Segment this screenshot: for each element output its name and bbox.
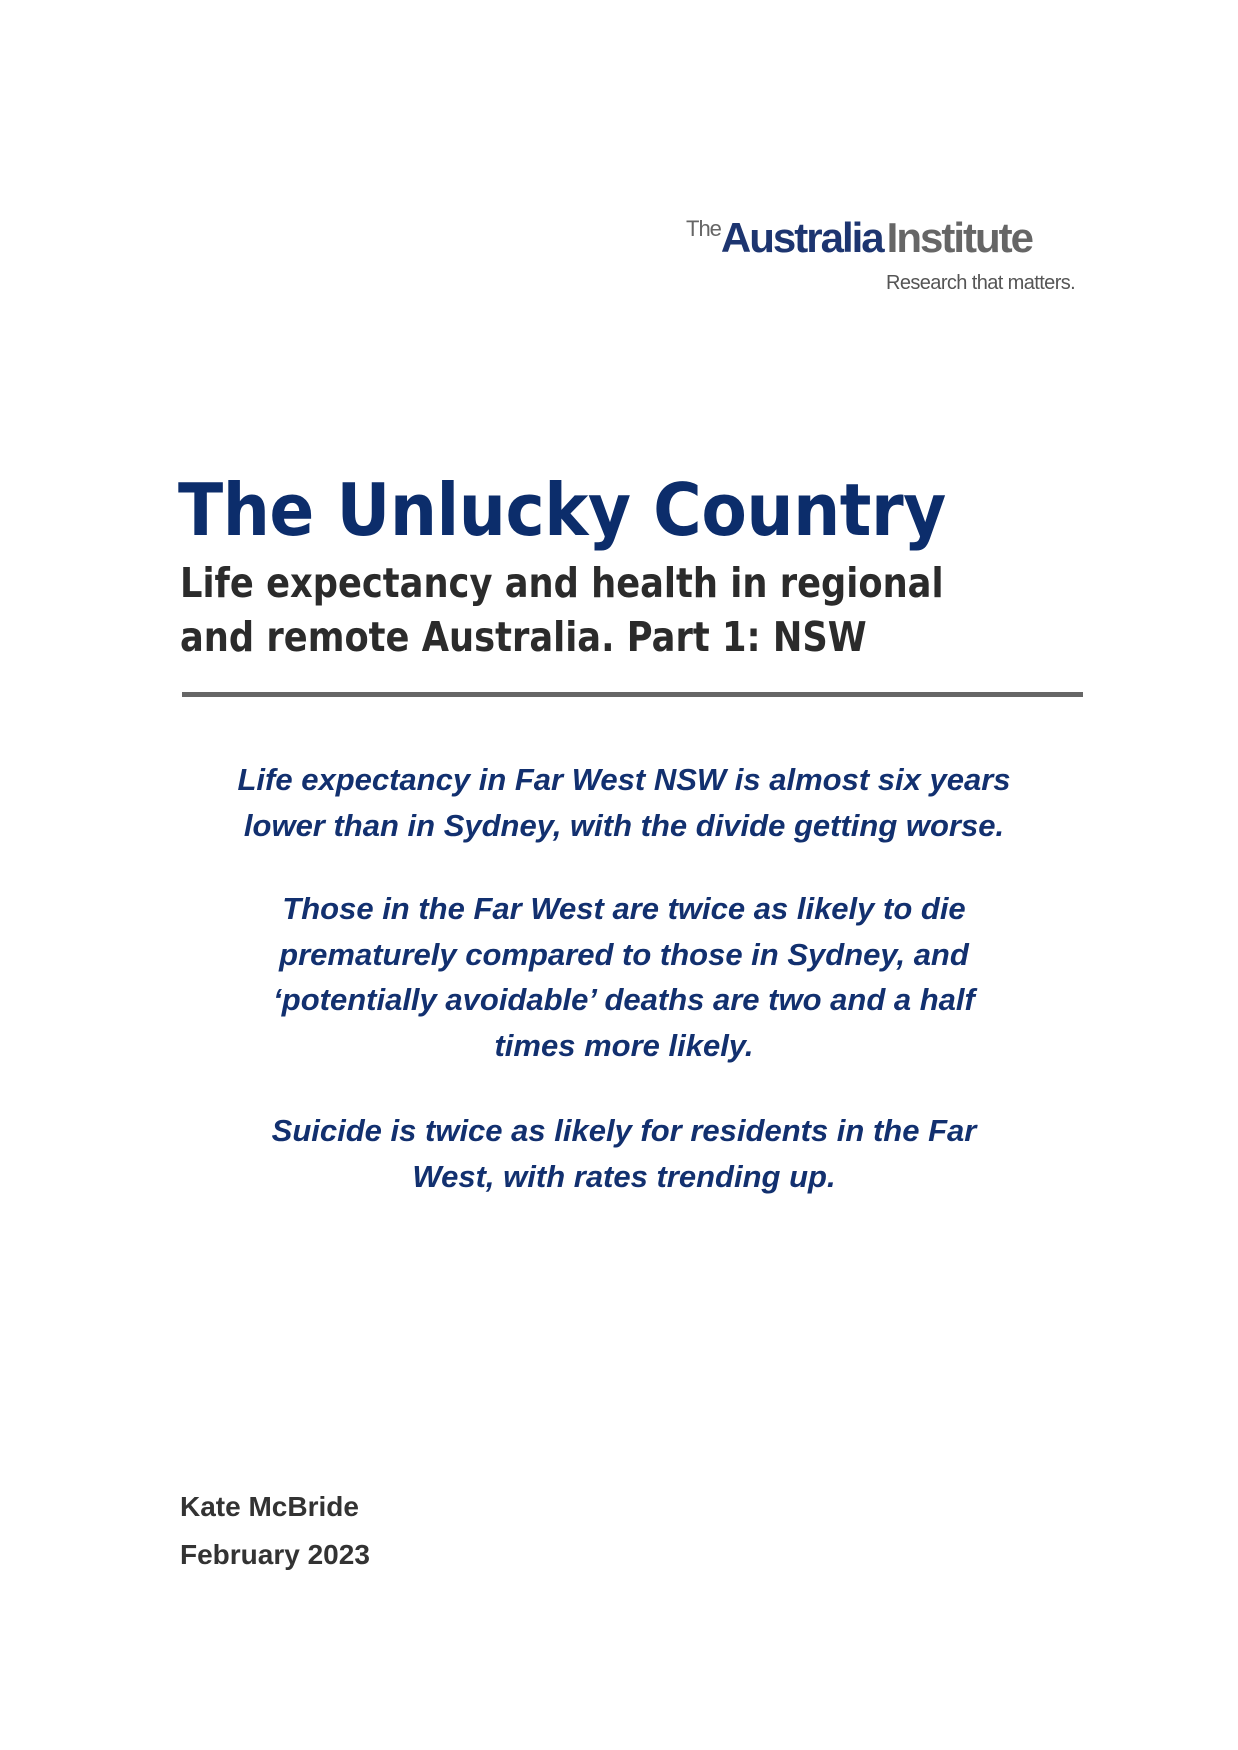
summary-line: Those in the Far West are twice as likely to die <box>282 891 966 926</box>
australia-institute-logo <box>686 214 1032 262</box>
summary-line: West, with rates trending up. <box>412 1158 836 1194</box>
summary-line: lower than in Sydney, with the divide getting worse. <box>243 807 1005 843</box>
summary-line: prematurely compared to those in Sydney, and <box>279 936 969 972</box>
subtitle-line: and remote Australia. Part 1: NSW <box>180 613 867 661</box>
summary-line: Suicide is twice as likely for residents in the Far <box>271 1113 977 1148</box>
logo-the: The <box>686 216 721 241</box>
logo-australia: Australia <box>720 214 883 261</box>
summary-line: Life expectancy in Far West NSW is almost six years <box>237 762 1011 797</box>
summary-line: ‘potentially avoidable’ deaths are two and a half <box>273 982 975 1017</box>
divider <box>182 692 1083 697</box>
logo-tagline: Research that matters. <box>886 272 1076 294</box>
summary-paragraph-1 <box>124 757 1124 848</box>
subtitle <box>180 556 944 664</box>
page-title: The Unlucky Country <box>178 468 946 552</box>
publication-date: February 2023 <box>180 1539 370 1570</box>
summary-line: times more likely. <box>494 1027 754 1063</box>
logo-institute: Institute <box>886 214 1032 261</box>
summary-paragraph-2 <box>124 886 1124 1068</box>
summary-paragraph-3 <box>124 1108 1124 1199</box>
subtitle-line: Life expectancy and health in regional <box>180 559 944 607</box>
author-name: Kate McBride <box>180 1491 359 1522</box>
